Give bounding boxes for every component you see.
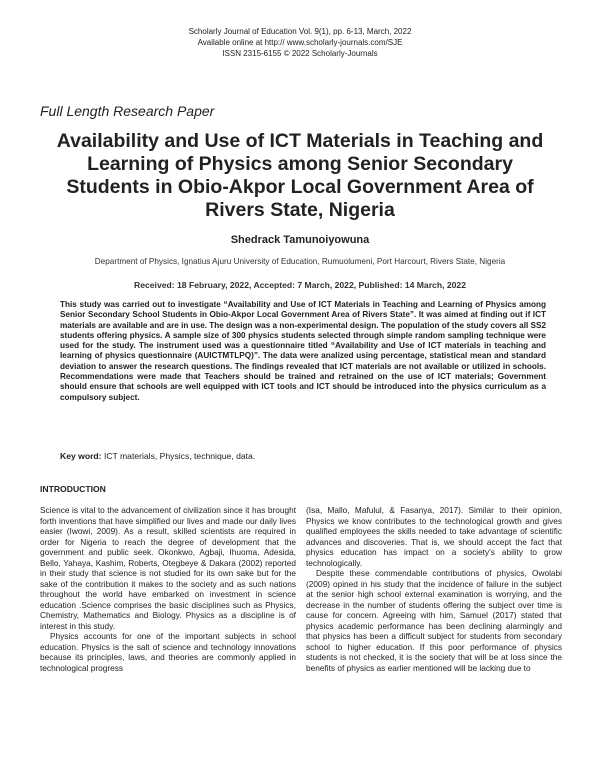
paper-type: Full Length Research Paper [40,103,215,119]
section-heading-introduction: INTRODUCTION [40,484,106,494]
journal-url: Available online at http:// www.scholarly-journals.com/SJE [197,38,403,47]
journal-citation: Scholarly Journal of Education Vol. 9(1), pp. 6-13, March, 2022 [188,27,412,36]
keywords-text: ICT materials, Physics, technique, data. [103,451,256,461]
author-affiliation: Department of Physics, Ignatius Ajuru University of Education, Rumuolumeni, Port Harcourt, Rivers State, Nigeria [94,257,506,266]
paper-title: Availability and Use of ICT Materials in Teaching and Learning of Physics among Senior Secondary Students in Obio-Akpor Local Government Area of Rivers State, Nigeria [56,130,544,221]
body-column-left [40,505,296,673]
journal-issn: ISSN 2315-6155 © 2022 Scholarly-Journals [222,49,378,58]
keywords-label: Key word: [60,451,102,461]
abstract: This study was carried out to investigate “Availability and Use of ICT Materials in Teaching and Learning of Physics among Senior Secondary School Students in Obio-Akpor Local Government Area of Rivers State”. It was aimed at finding out if ICT materials are available and are in use. The design was a non-experimental design. The population of the study covers all SS2 students offering physics. A sample size of 300 physics students selected through simple random sampling technique were used for the study. The instrument used was a questionnaire titled “Availability and Use of ICT materials in teaching and learning of physics questionnaire (AUICTMTLPQ)”. The data were analized using percentage, statistical mean and standard deviation to answer the research questions. The findings revealed that ICT materials are not available or utilized in schools. Recommendations were made that Teachers should be trained and retrained on the use of ICT materials; Government should ensure that schools are well equipped with ICT tools and ICT should be introduced into the physics curriculum as a compulsory subject. [60,300,546,402]
paragraph: Science is vital to the advancement of civilization since it has brought forth inventions that have simplified our lives and made our daily lives easier (Iwowi, 2009). As a result, skilled scientists are required in order for Nigeria to reach the degree of development that the government and public seek. Okonkwo, Agbaji, Ihuoma, Adesida, Bello, Yahaya, Kashim, Roberts, Otegbeye & Dakara (2002) reported in their study that science is not studied for its own sake but for the sake of the contribution it makes to the society and as such nations throughout the world have embarked on investment in science education .Science comprises the basic disciplines such as Physics, Chemistry, Mathematics and Biology. Physics as a discipline is of interest in this study. [40,505,296,631]
paragraph: Despite these commendable contributions of physics, Owolabi (2009) opined in his study that the incidence of failure in the subject at the senior high school external examination is worrying, and the decrease in the number of students offering the subject over time is cause for concern. Agreeing with him, Samuel (2017) stated that physics academic performance has been declining alarmingly and that physics has been a difficult subject for students from secondary school to higher education. If this poor performance of physics students is not checked, it is the society that will be at loss since the benefits of physics as earlier mentioned will be lacking due to [306,568,562,673]
journal-header [0,26,600,59]
publication-dates: Received: 18 February, 2022, Accepted: 7 March, 2022, Published: 14 March, 2022 [134,280,466,290]
keywords [60,451,546,461]
paragraph: (Isa, Mallo, Mafulul, & Fasanya, 2017). Similar to their opinion, Physics we know contributes to the technological growth and gives qualified employees the skills needed to take advantage of scientific advances and discoveries. That is, we should accept the fact that physics education has impact on a society's ability to grow technologically. [306,505,562,568]
author-name: Shedrack Tamunoiyowuna [230,234,370,246]
paragraph: Physics accounts for one of the important subjects in school education. Physics is the salt of science and technology innovations because its principles, laws, and theories are commonly applied in technological progress [40,631,296,673]
body-column-right [306,505,562,673]
